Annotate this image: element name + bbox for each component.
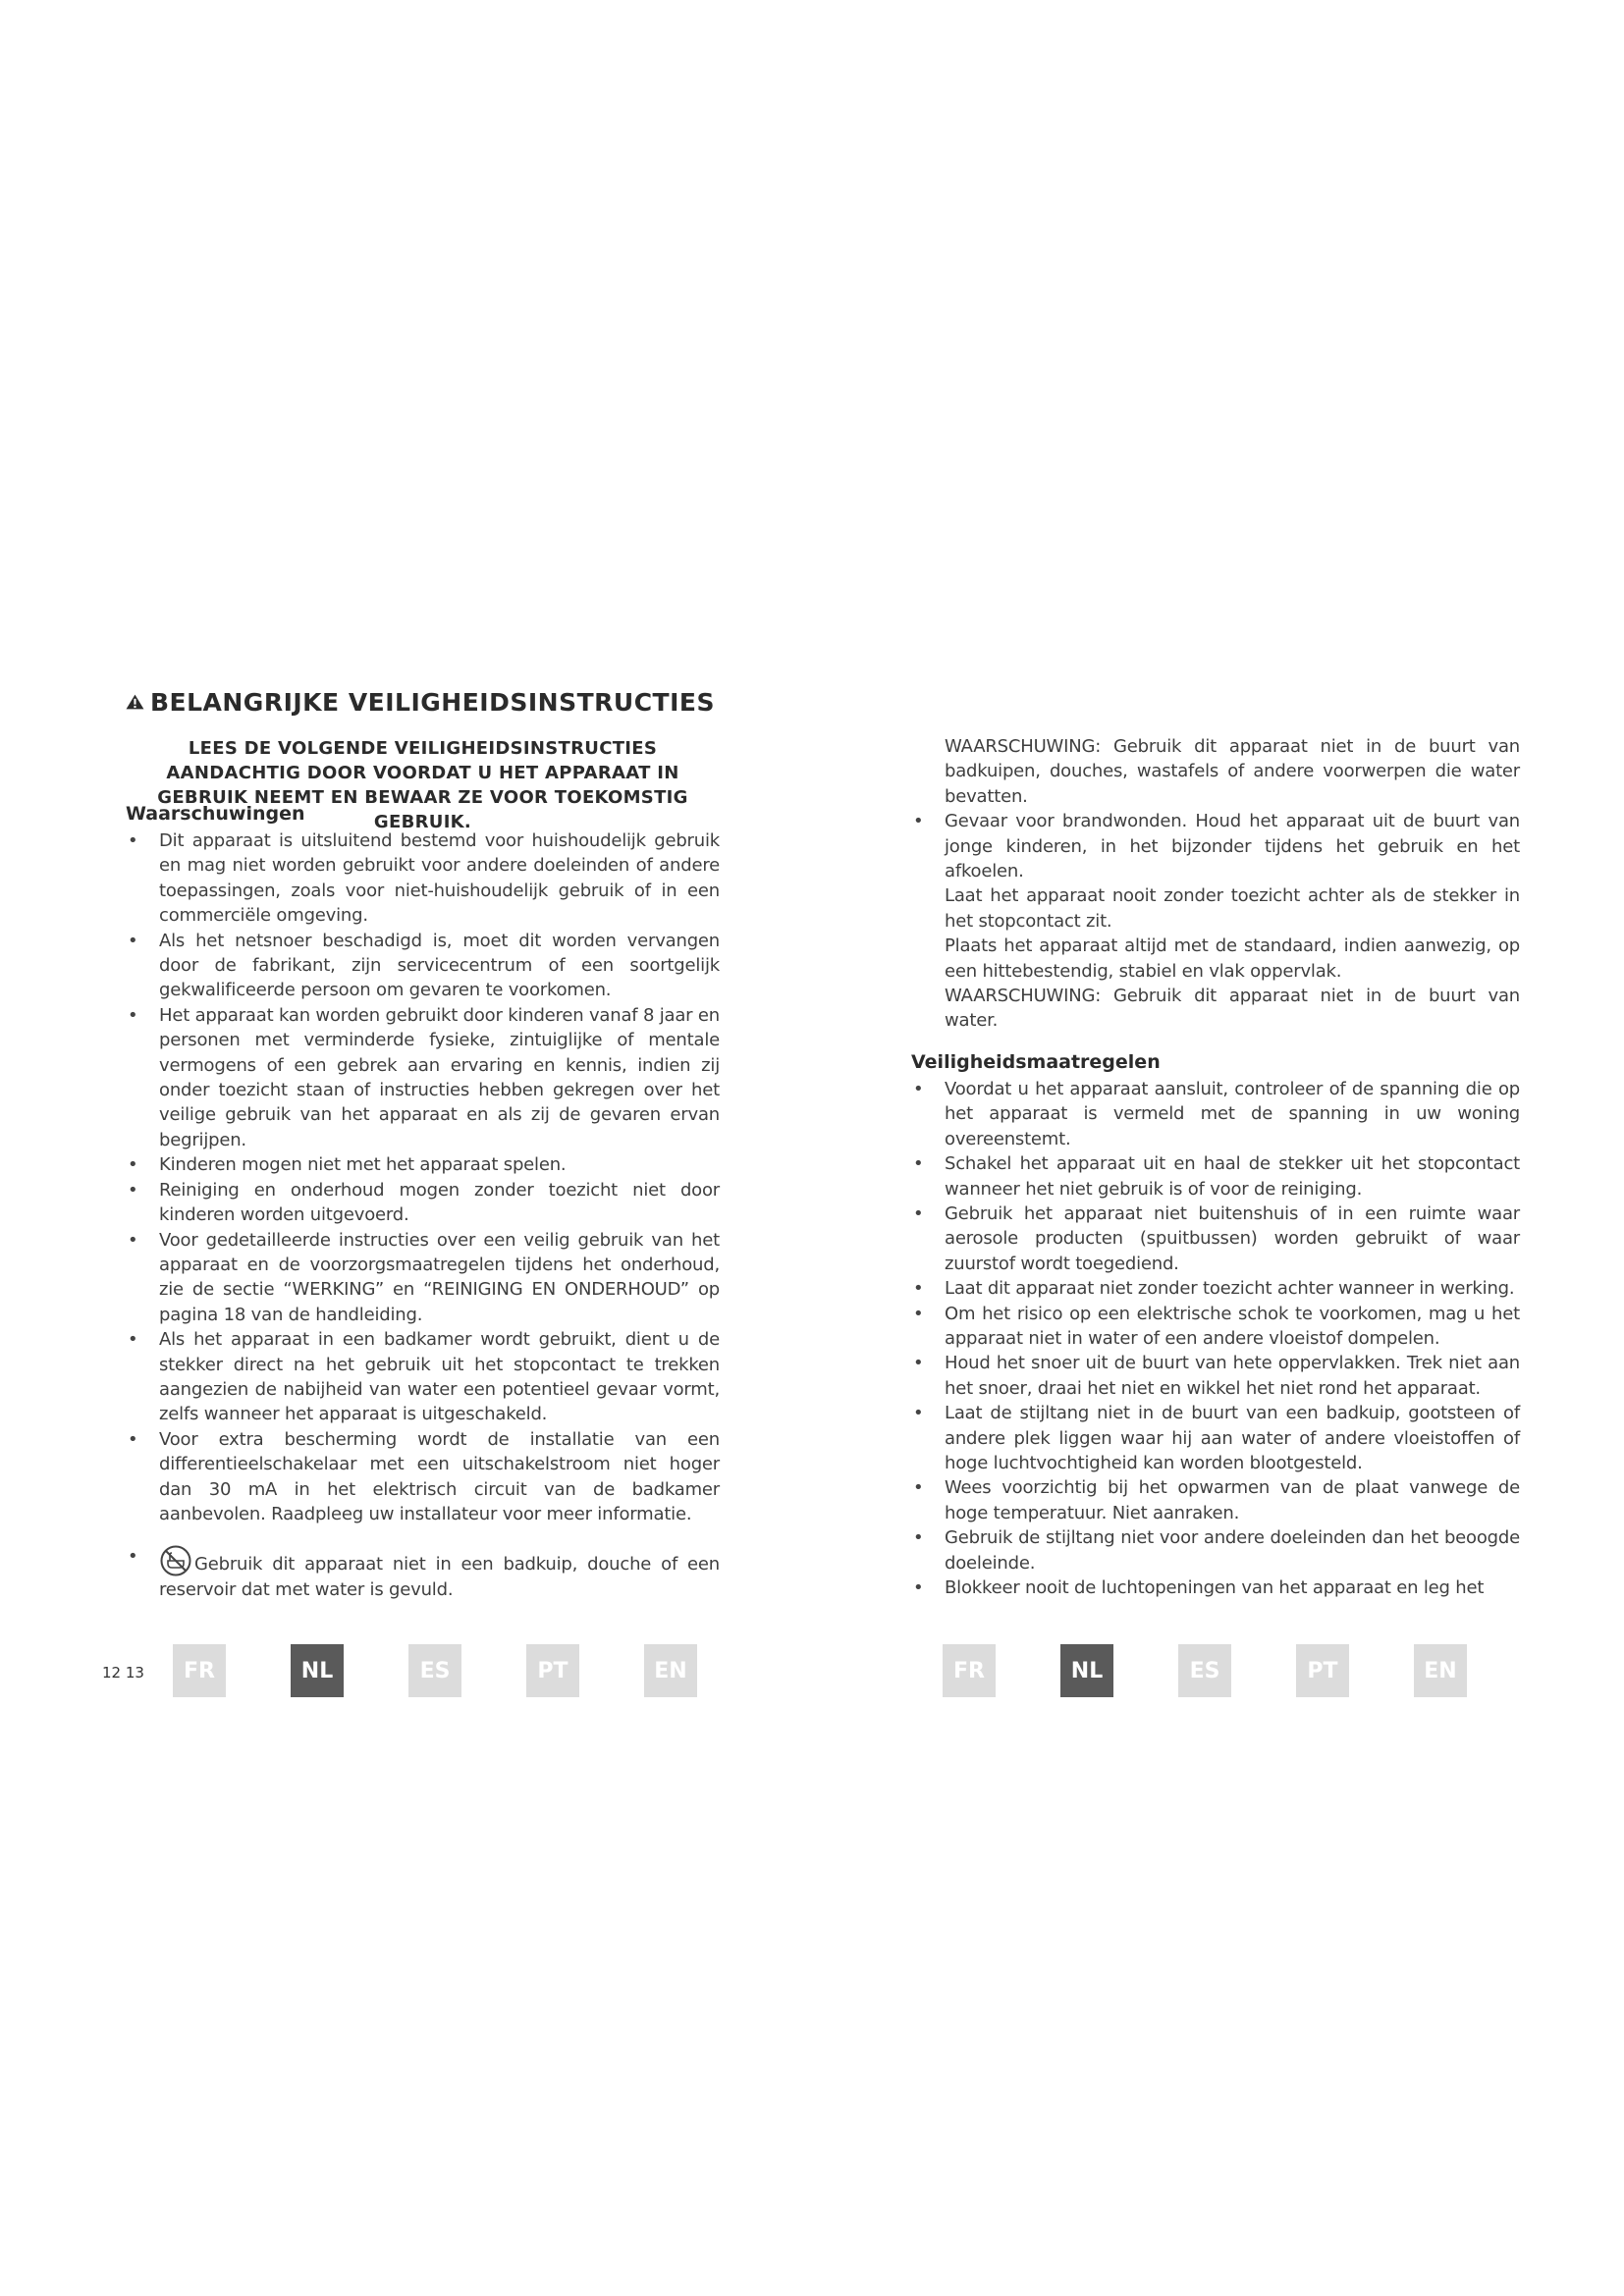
no-bath-text: Gebruik dit apparaat niet in een badkuip, douche of een reservoir dat met water is gevuld.: [159, 1554, 720, 1601]
list-item: • Dit apparaat is uitsluitend bestemd voor huishoudelijk gebruik en mag niet worden gebruikt voor andere doeleinden of andere toepassingen, zoals voor niet-huishoudelijk gebruik of in een commerciële omgeving.: [126, 828, 720, 929]
list-item: • Laat de stijltang niet in de buurt van een badkuip, gootsteen of andere plek liggen waar hij aan water of andere vloeistoffen of hoge luchtvochtigheid kan worden blootgesteld.: [911, 1401, 1520, 1475]
list-item: • Wees voorzichtig bij het opwarmen van de plaat vanwege de hoge temperatuur. Niet aanraken.: [911, 1475, 1520, 1525]
burn-paragraph-3: Plaats het apparaat altijd met de standaard, indien aanwezig, op een hittebestendig, stabiel en vlak oppervlak.: [945, 935, 1520, 982]
list-item: • Kinderen mogen niet met het apparaat spelen.: [126, 1152, 720, 1177]
list-item: • Blokkeer nooit de luchtopeningen van het apparaat en leg het: [911, 1575, 1520, 1600]
list-item: • Voordat u het apparaat aansluit, controleer of de spanning die op het apparaat is vermeld met de spanning in uw woning overeenstemt.: [911, 1077, 1520, 1151]
footer-left: [102, 1644, 711, 1699]
lang-tab-en[interactable]: EN: [1414, 1644, 1467, 1697]
list-item: • Voor gedetailleerde instructies over een veilig gebruik van het apparaat en de voorzorgsmaatregelen tijdens het onderhoud, zie de sectie “WERKING” en “REINIGING EN ONDERHOUD” op pagina 18 van de handleiding.: [126, 1228, 720, 1328]
list-item: • Gebruik de stijltang niet voor andere doeleinden dan het beoogde doeleinde.: [911, 1525, 1520, 1575]
burn-list: [911, 809, 1520, 883]
lang-tab-nl[interactable]: NL: [291, 1644, 344, 1697]
warnings-list: [126, 828, 720, 1526]
list-item: • Houd het snoer uit de buurt van hete oppervlakken. Trek niet aan het snoer, draai het niet en wikkel het niet rond het apparaat.: [911, 1351, 1520, 1401]
list-item: • Als het netsnoer beschadigd is, moet dit worden vervangen door de fabrikant, zijn servicecentrum of een soortgelijk gekwalificeerde persoon om gevaren te voorkomen.: [126, 929, 720, 1003]
safety-title-text: BELANGRIJKE VEILIGHEIDSINSTRUCTIES: [149, 687, 715, 717]
precautions-heading: Veiligheidsmaatregelen: [911, 1050, 1161, 1073]
precautions-list: [911, 1077, 1520, 1601]
safety-intro: LEES DE VOLGENDE VEILIGHEIDSINSTRUCTIES AANDACHTIG DOOR VOORDAT U HET APPARAAT IN GEBRUIK NEEMT EN BEWAAR ZE VOOR TOEKOMSTIG GEBRUIK.: [157, 738, 688, 832]
lang-tab-fr[interactable]: FR: [173, 1644, 226, 1697]
burn-paragraph-2: Laat het apparaat nooit zonder toezicht achter als de stekker in het stopcontact zit.: [945, 885, 1520, 932]
no-bathtub-icon: [159, 1544, 192, 1577]
precautions-block: [911, 734, 1520, 1600]
lang-tab-es[interactable]: ES: [408, 1644, 461, 1697]
list-item: • Gevaar voor brandwonden. Houd het apparaat uit de buurt van jonge kinderen, in het bijzonder tijdens het gebruik en het afkoelen.: [911, 809, 1520, 883]
list-item: • Als het apparaat in een badkamer wordt gebruikt, dient u de stekker direct na het gebruik uit het stopcontact te trekken aangezien de nabijheid van water een potentieel gevaar vormt, zelfs wanneer het apparaat is uitgeschakeld.: [126, 1327, 720, 1427]
warnings-block: [126, 803, 720, 1603]
lang-tab-fr[interactable]: FR: [943, 1644, 996, 1697]
list-item: • Schakel het apparaat uit en haal de stekker uit het stopcontact wanneer het niet gebruik is of voor de reiniging.: [911, 1151, 1520, 1201]
page-numbers: 12 13: [102, 1664, 144, 1682]
list-item-no-bath: [126, 1544, 720, 1602]
warnings-heading: Waarschuwingen: [126, 803, 305, 825]
footer-right: [943, 1644, 1492, 1699]
list-item: • Voor extra bescherming wordt de installatie van een differentieelschakelaar met een uitschakelstroom niet hoger dan 30 mA in het elektrisch circuit van de badkamer aanbevolen. Raadpleeg uw installateur voor meer informatie.: [126, 1427, 720, 1527]
lang-tab-es[interactable]: ES: [1178, 1644, 1231, 1697]
warning-triangle-icon: [126, 687, 144, 717]
list-item: • Laat dit apparaat niet zonder toezicht achter wanneer in werking.: [911, 1276, 1520, 1301]
list-item: • Het apparaat kan worden gebruikt door kinderen vanaf 8 jaar en personen met verminderde fysieke, zintuiglijke of mentale vermogens of een gebrek aan ervaring en kennis, indien zij onder toezicht staan of instructies hebben gekregen over het veilige gebruik van het apparaat en als zij de gevaren ervan begrijpen.: [126, 1003, 720, 1152]
list-item: • Om het risico op een elektrische schok te voorkomen, mag u het apparaat niet in water of een andere vloeistof dompelen.: [911, 1302, 1520, 1352]
lang-tab-pt[interactable]: PT: [526, 1644, 579, 1697]
list-item: • Reiniging en onderhoud mogen zonder toezicht niet door kinderen worden uitgevoerd.: [126, 1178, 720, 1228]
warning-water-1: WAARSCHUWING: Gebruik dit apparaat niet in de buurt van badkuipen, douches, wastafels of andere voorwerpen die water bevatten.: [945, 736, 1520, 807]
lang-tab-pt[interactable]: PT: [1296, 1644, 1349, 1697]
icon-warning-list: [126, 1544, 720, 1602]
lang-tab-en[interactable]: EN: [644, 1644, 697, 1697]
lang-tab-nl[interactable]: NL: [1060, 1644, 1113, 1697]
safety-title: [126, 687, 715, 717]
warning-water-2: WAARSCHUWING: Gebruik dit apparaat niet in de buurt van water.: [945, 986, 1520, 1032]
list-item: • Gebruik het apparaat niet buitenshuis of in een ruimte waar aerosole producten (spuitbussen) worden gebruikt of waar zuurstof wordt toegediend.: [911, 1201, 1520, 1276]
